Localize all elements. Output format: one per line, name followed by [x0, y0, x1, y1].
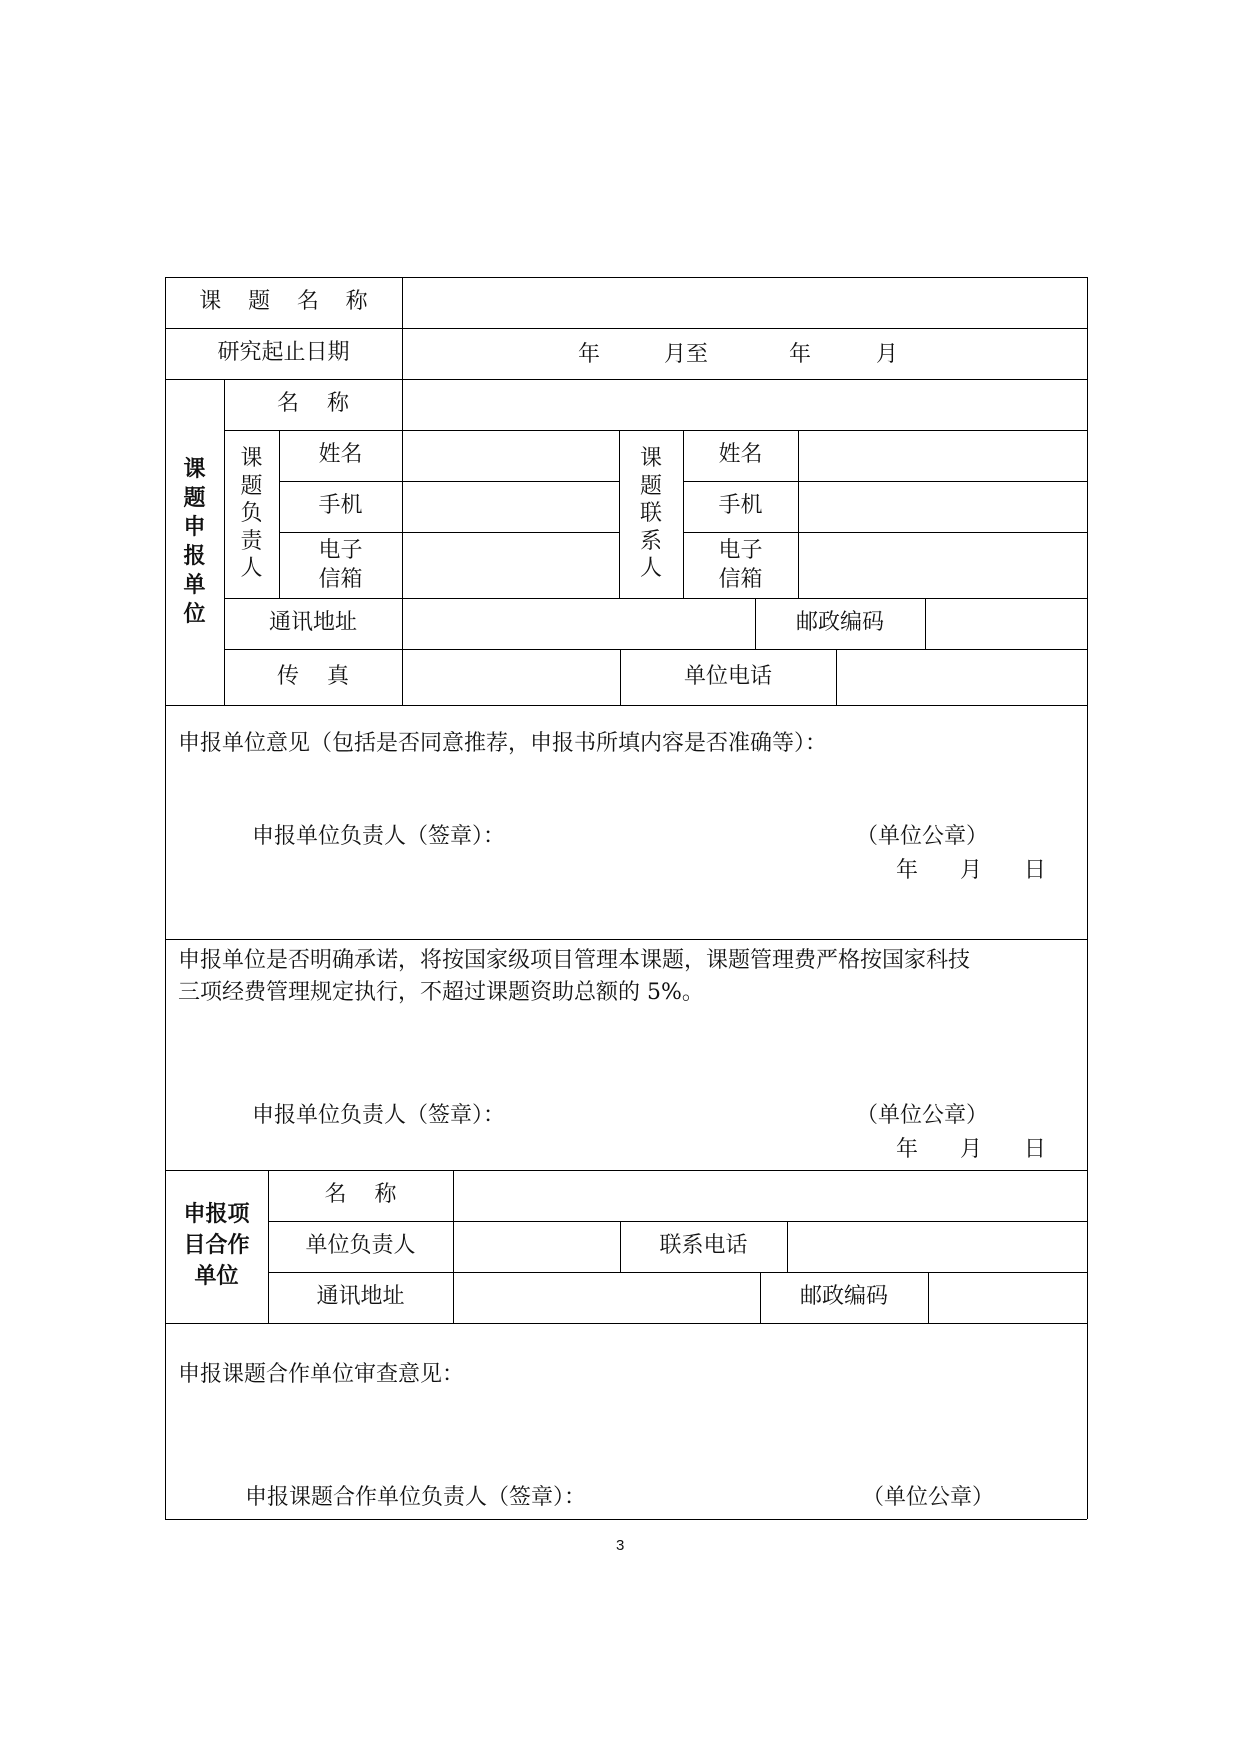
applicant-address-label: 通讯地址 [268, 610, 357, 636]
research-period-field[interactable] [402, 328, 1087, 379]
label-char: 责 [240, 528, 263, 554]
commitment-seal-label: （单位公章） [856, 1103, 989, 1128]
contact-mobile-field[interactable] [798, 481, 1087, 532]
commitment-text-line2: 三项经费管理规定执行，不超过课题资助总额的 5%。 [178, 980, 704, 1005]
partner-phone-label: 联系电话 [659, 1233, 748, 1259]
applicant-fax-field[interactable] [402, 649, 620, 705]
table-border-bottom [165, 1519, 1087, 1520]
leader-email-label [279, 532, 402, 598]
research-period-label: 研究起止日期 [217, 340, 350, 366]
partner-postcode-label: 邮政编码 [799, 1284, 888, 1310]
period-start-month: 月至 [664, 342, 709, 367]
applicant-postcode-label: 邮政编码 [795, 610, 884, 636]
label-char: 课 [183, 456, 206, 482]
label-char: 题 [183, 485, 206, 511]
applicant-unit-name-label: 名 称 [277, 391, 349, 417]
leader-email-field[interactable] [402, 532, 619, 598]
leader-mobile-label: 手机 [318, 493, 363, 519]
project-leader-label [224, 430, 279, 598]
label-char: 报 [183, 544, 206, 569]
label-char: 题 [240, 473, 263, 499]
period-end-month: 月 [876, 342, 899, 367]
page-number: 3 [616, 1537, 625, 1554]
partner-review-seal-label: （单位公章） [862, 1485, 995, 1510]
label-char: 课 [639, 446, 662, 472]
label-char: 单 [183, 573, 206, 599]
label-char: 位 [183, 602, 206, 628]
commitment-date-label: 年 月 日 [896, 1137, 1046, 1162]
applicant-unit-phone-label: 单位电话 [683, 663, 772, 689]
applicant-unit-section-label [165, 379, 224, 705]
project-contact-label [619, 430, 683, 598]
applicant-opinion-date-label: 年 月 日 [896, 858, 1046, 883]
label-line: 电子 [318, 537, 363, 563]
label-char: 课 [240, 446, 263, 472]
partner-name-label: 名 称 [324, 1182, 397, 1208]
applicant-opinion-seal-label: （单位公章） [856, 824, 989, 849]
partner-leader-field[interactable] [453, 1221, 620, 1272]
label-line: 电子 [718, 537, 763, 563]
partner-review-signer-label: 申报课题合作单位负责人（签章）： [245, 1485, 587, 1510]
applicant-opinion-prompt: 申报单位意见（包括是否同意推荐，申报书所填内容是否准确等）： [178, 731, 828, 756]
applicant-postcode-field[interactable] [925, 598, 1087, 649]
topic-name-field[interactable] [402, 277, 1087, 328]
table-border-right [1087, 277, 1088, 1519]
partner-address-field[interactable] [453, 1272, 760, 1323]
leader-mobile-field[interactable] [402, 481, 619, 532]
leader-name-label: 姓名 [318, 442, 363, 468]
applicant-opinion-signer-label: 申报单位负责人（签章）： [252, 824, 506, 849]
applicant-fax-label: 传 真 [277, 663, 349, 689]
label-line: 信箱 [718, 567, 763, 592]
period-start-year: 年 [578, 342, 601, 367]
applicant-unit-name-field[interactable] [402, 379, 1087, 430]
partner-name-field[interactable] [453, 1170, 1087, 1221]
label-line: 单位 [194, 1263, 239, 1289]
label-char: 系 [639, 528, 662, 554]
label-char: 人 [639, 556, 662, 582]
label-line: 信箱 [318, 567, 363, 592]
topic-name-label: 课 题 名 称 [199, 289, 378, 315]
contact-name-label: 姓名 [718, 442, 763, 468]
label-line: 申报项 [183, 1202, 250, 1228]
partner-review-prompt: 申报课题合作单位审查意见： [178, 1362, 465, 1387]
contact-name-field[interactable] [798, 430, 1087, 481]
contact-mobile-label: 手机 [718, 493, 763, 519]
label-char: 题 [639, 473, 662, 499]
label-line: 目合作 [183, 1233, 250, 1259]
partner-unit-section-label [165, 1170, 268, 1323]
commitment-signer-label: 申报单位负责人（签章）： [252, 1103, 506, 1128]
label-char: 负 [240, 501, 263, 527]
partner-phone-field[interactable] [787, 1221, 1087, 1272]
label-char: 申 [183, 514, 206, 540]
partner-leader-label: 单位负责人 [305, 1233, 416, 1259]
partner-postcode-field[interactable] [928, 1272, 1087, 1323]
applicant-unit-phone-field[interactable] [836, 649, 1087, 705]
leader-name-field[interactable] [402, 430, 619, 481]
label-char: 联 [639, 501, 662, 527]
period-end-year: 年 [789, 342, 812, 367]
contact-email-field[interactable] [798, 532, 1087, 598]
contact-email-label [683, 532, 798, 598]
label-char: 人 [240, 556, 263, 582]
commitment-text-line1: 申报单位是否明确承诺，将按国家级项目管理本课题，课题管理费严格按国家科技 [178, 948, 971, 973]
partner-address-label: 通讯地址 [316, 1284, 405, 1310]
applicant-address-field[interactable] [402, 598, 755, 649]
